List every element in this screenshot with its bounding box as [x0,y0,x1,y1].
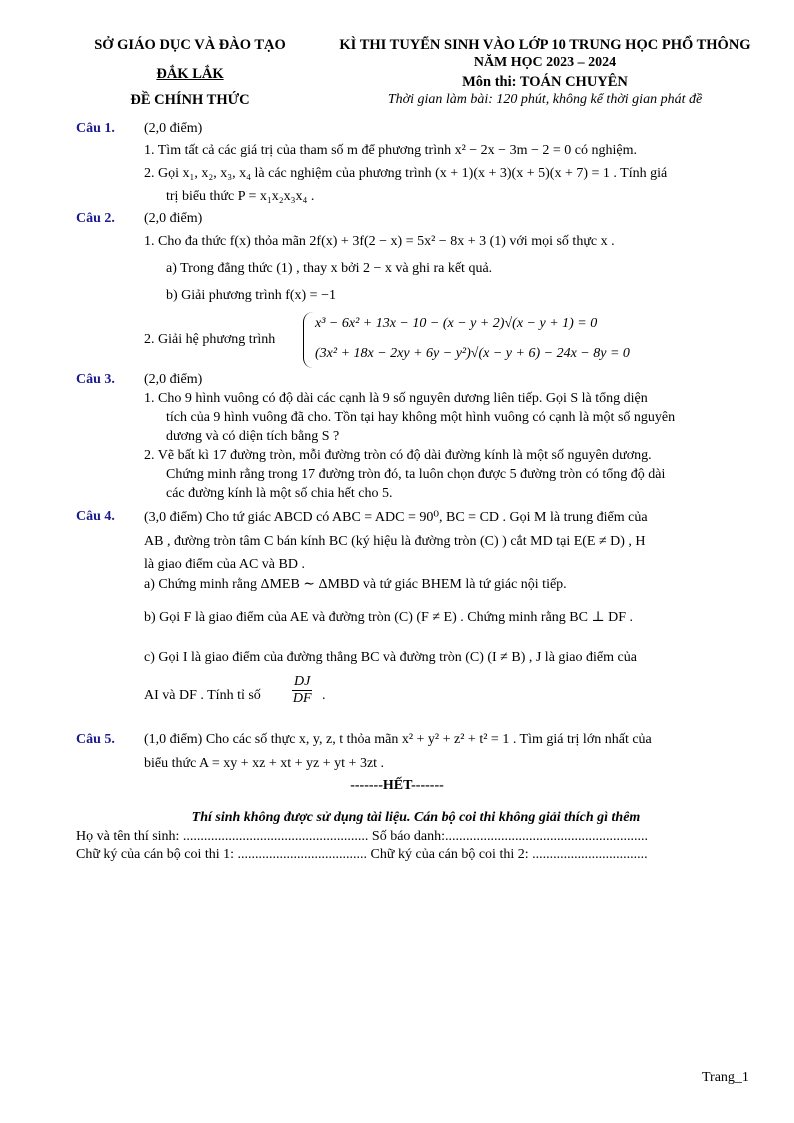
system-eq-2: (3x² + 18x − 2xy + 6y − y²)√(x − y + 6) − 24x − 8y = 0 [315,346,630,361]
q2-label: Câu 2. [76,211,115,226]
province-name: ĐẮK LẮK [156,66,224,82]
q3-line-4: 2. Vẽ bất kì 17 đường tròn, mỗi đường tròn có độ dài đường kính là một số nguyên dương. [144,448,652,463]
q4-line-3: là giao điểm của AC và BD . [144,557,305,572]
q1-line-1: 1. Tìm tất cả các giá trị của tham số m để phương trình x² − 2x − 3m − 2 = 0 có nghiệm. [144,143,637,158]
q3-line-1: 1. Cho 9 hình vuông có độ dài các cạnh là 9 số nguyên dương liên tiếp. Gọi S là tổng diện [144,391,648,406]
system-eq-1: x³ − 6x² + 13x − 10 − (x − y + 2)√(x − y + 1) = 0 [315,316,598,331]
q4-line-4: a) Chứng minh rằng ΔMEB ∼ ΔMBD và tứ giác BHEM là tứ giác nội tiếp. [144,577,567,592]
proctor-sign-line: Chữ ký của cán bộ coi thi 1: ..................................... Chữ ký của cán bộ coi thi 2: ................................. [76,847,648,862]
q4-label: Câu 4. [76,509,115,524]
time-limit: Thời gian làm bài: 120 phút, không kể thời gian phát đề [387,92,703,107]
fraction-numerator: DJ [294,674,311,689]
q2-line-1: 1. Cho đa thức f(x) thỏa mãn 2f(x) + 3f(2 − x) = 5x² − 8x + 3 (1) với mọi số thực x . [144,234,615,249]
candidate-info-line: Họ và tên thí sinh: ..................................................... Số báo danh:.......................................................... [76,829,649,844]
q1-line-3: trị biểu thức P = x₁x₂x₃x₄ . [166,189,315,204]
end-marker: -------HẾT------- [350,778,444,793]
school-year: NĂM HỌC 2023 – 2024 [473,55,617,70]
system-brace [303,312,314,368]
q1-line-2: 2. Gọi x₁, x₂, x₃, x₄ là các nghiệm của phương trình (x + 1)(x + 3)(x + 5)(x + 7) = 1 . Tính giá [144,166,668,181]
q2-line-3: b) Giải phương trình f(x) = −1 [166,288,336,303]
q5-label: Câu 5. [76,732,115,747]
q5-line-1: (1,0 điểm) Cho các số thực x, y, z, t thỏa mãn x² + y² + z² + t² = 1 . Tìm giá trị lớn nhất của [144,732,652,747]
q2-points: (2,0 điểm) [144,211,203,226]
page-number: Trang_1 [702,1070,749,1085]
q4-line-1: (3,0 điểm) Cho tứ giác ABCD có ABC = ADC = 90⁰, BC = CD . Gọi M là trung điểm của [144,510,648,525]
dept-name: SỞ GIÁO DỤC VÀ ĐÀO TẠO [94,37,286,53]
q3-line-6: các đường kính là một số chia hết cho 5. [166,486,393,501]
official-label: ĐỀ CHÍNH THỨC [130,92,250,108]
q1-points: (2,0 điểm) [144,121,203,136]
subject: Môn thi: TOÁN CHUYÊN [462,74,628,90]
q5-line-2: biểu thức A = xy + xz + xt + yz + yt + 3zt . [144,756,385,771]
q3-line-2: tích của 9 hình vuông đã cho. Tồn tại hay không một hình vuông có cạnh là một số nguyên [166,410,676,425]
q3-line-3: dương và có diện tích bằng S ? [166,429,340,444]
q2-line-2: a) Trong đẳng thức (1) , thay x bởi 2 − x và ghi ra kết quả. [166,261,493,276]
q3-line-5: Chứng minh rằng trong 17 đường tròn đó, ta luôn chọn được 5 đường tròn có tổng độ dài [166,467,666,482]
q3-points: (2,0 điểm) [144,372,203,387]
q4-line-5: b) Gọi F là giao điểm của AE và đường tròn (C) (F ≠ E) . Chứng minh rằng BC ⊥ DF . [144,610,634,625]
fraction-denominator: DF [292,691,312,706]
exam-note: Thí sinh không được sử dụng tài liệu. Cán bộ coi thi không giải thích gì thêm [191,810,641,825]
q1-label: Câu 1. [76,121,115,136]
q3-label: Câu 3. [76,372,115,387]
q4-line-7: AI và DF . Tính tỉ số [144,688,261,703]
exam-title: KÌ THI TUYỂN SINH VÀO LỚP 10 TRUNG HỌC PHỔ THÔNG [339,37,751,53]
q4-line-2: AB , đường tròn tâm C bán kính BC (ký hiệu là đường tròn (C) ) cắt MD tại E(E ≠ D) , H [144,534,646,549]
q4-line-6: c) Gọi I là giao điểm của đường thẳng BC và đường tròn (C) (I ≠ B) , J là giao điểm của [144,650,637,665]
ratio-fraction [292,674,312,707]
q2-line-4: 2. Giải hệ phương trình [144,332,276,347]
fraction-period: . [322,688,326,703]
